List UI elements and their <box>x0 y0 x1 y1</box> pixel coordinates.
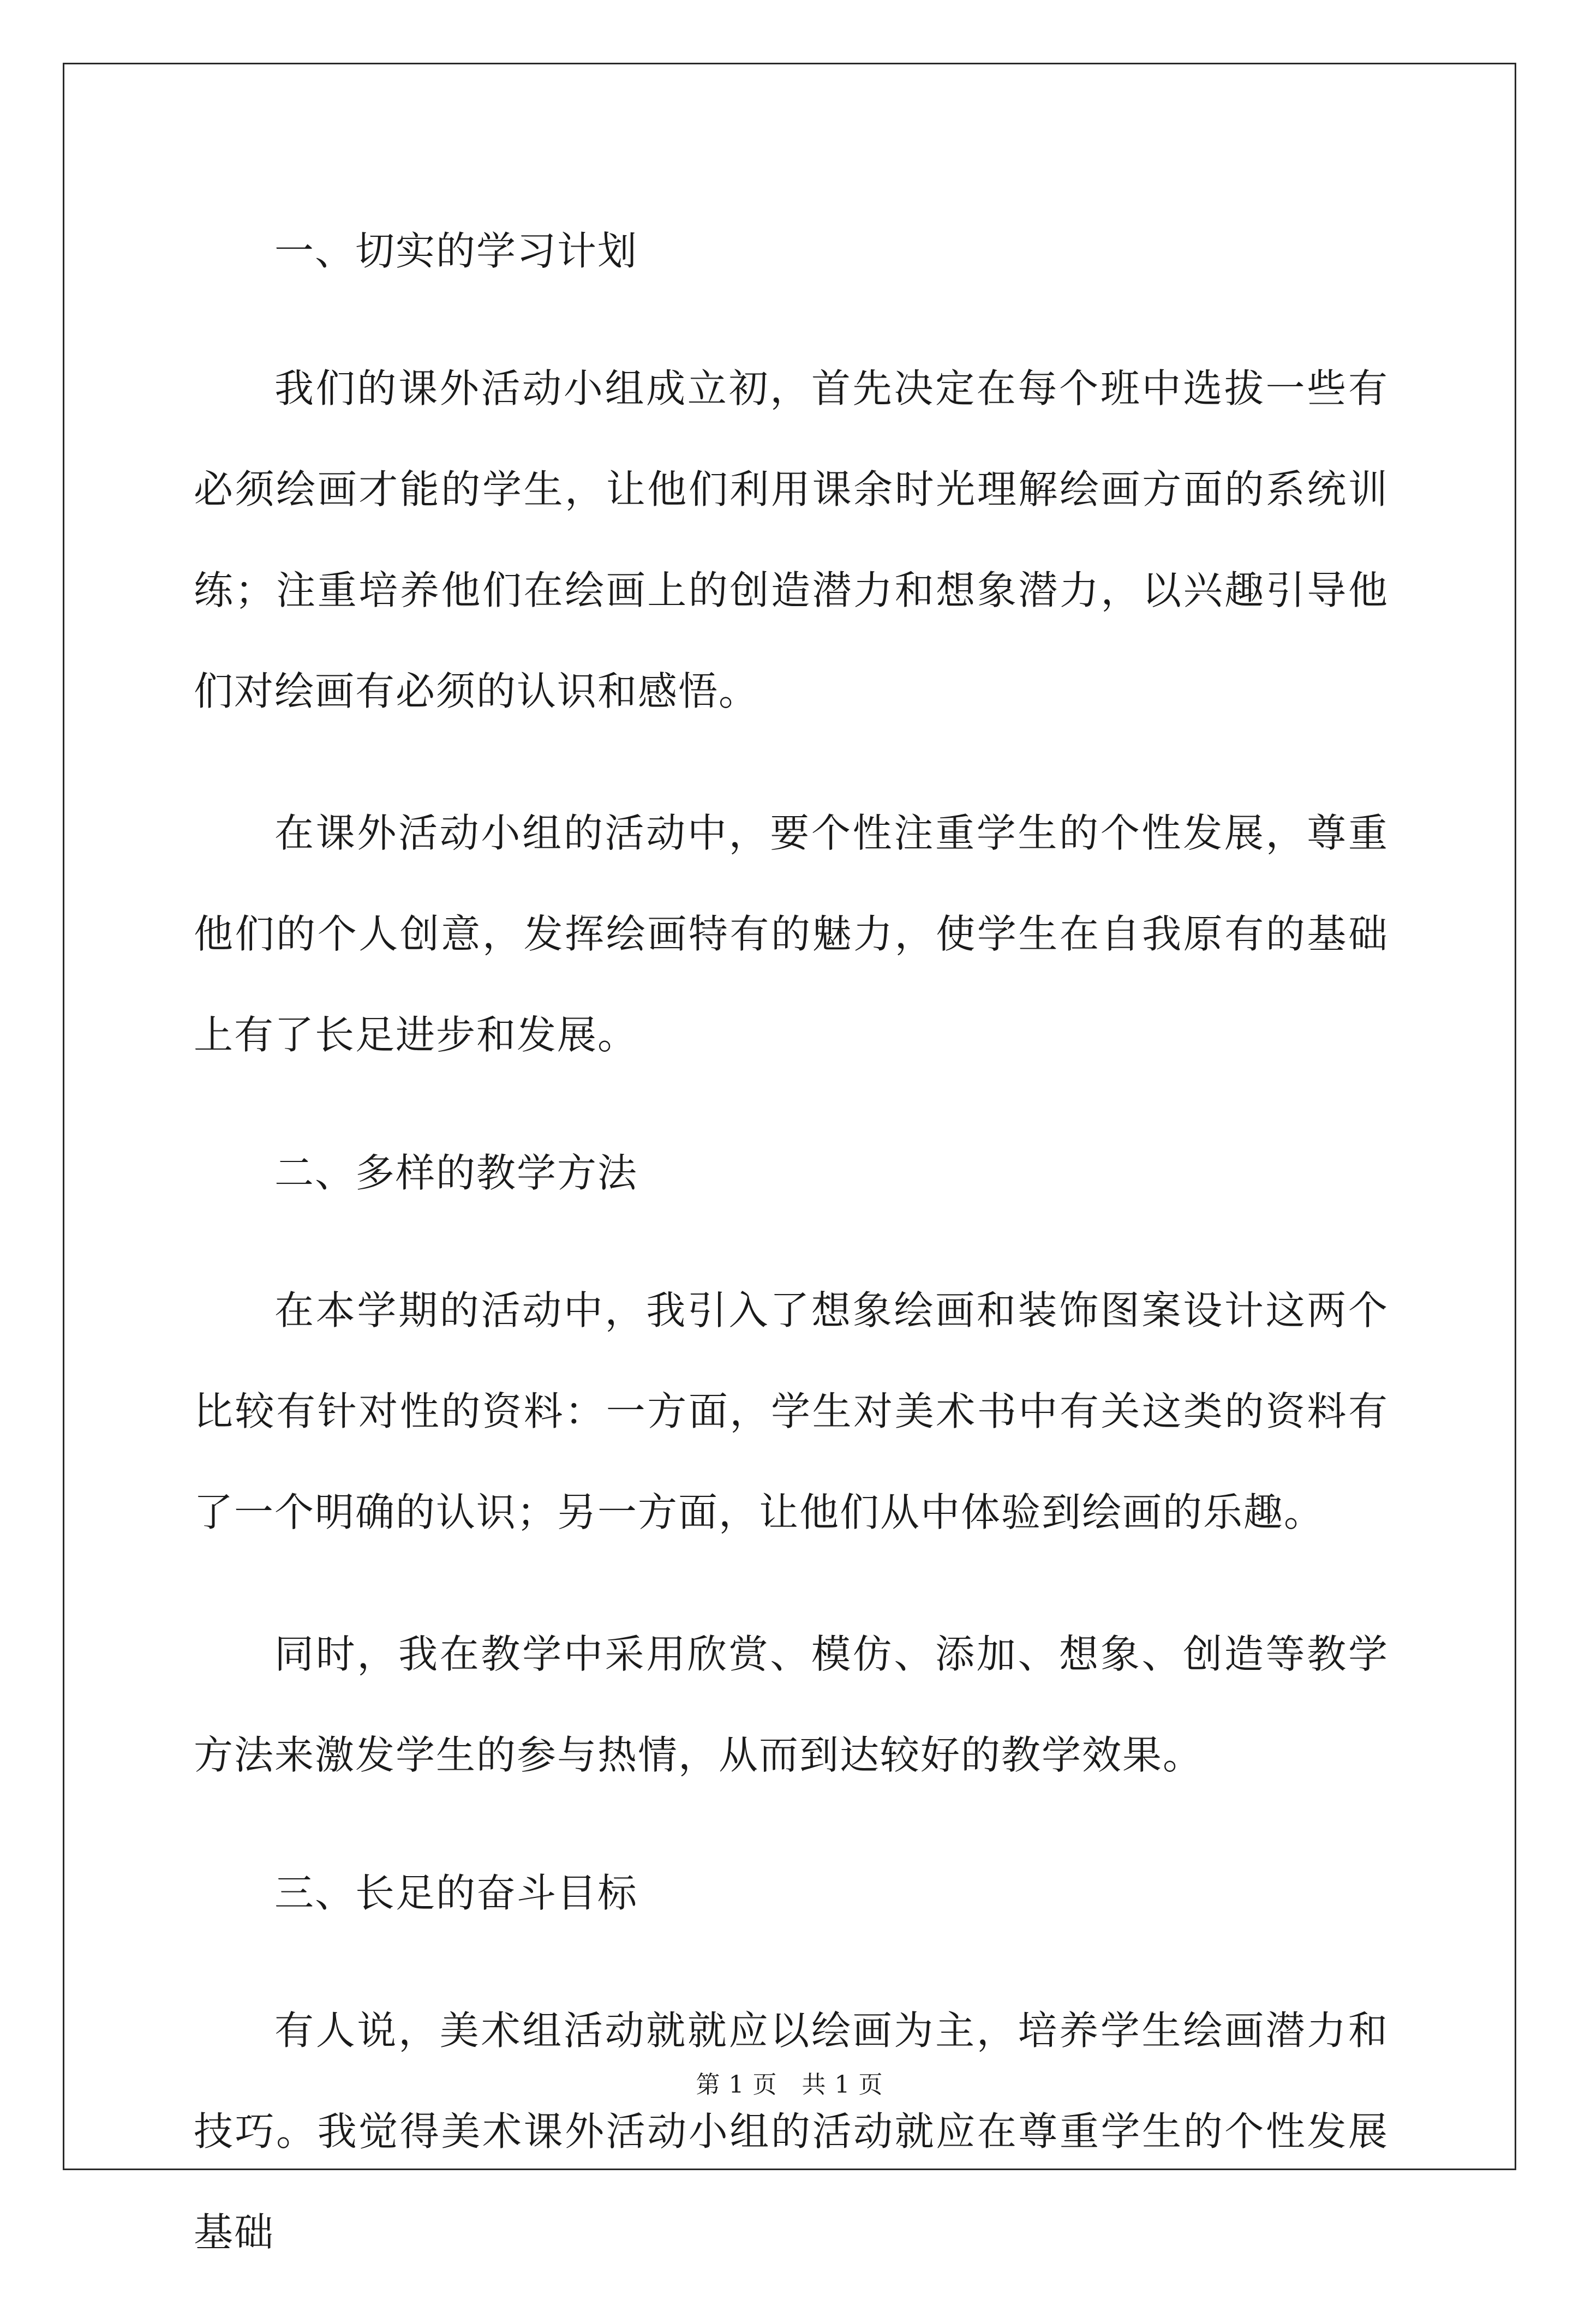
section-heading-1: 一、切实的学习计划 <box>274 228 638 274</box>
section-heading-3: 三、长足的奋斗目标 <box>274 1870 638 1916</box>
paragraph-4: 同时，我在教学中采用欣赏、模仿、添加、想象、创造等教学方法来激发学生的参与热情，从而到达较好的教学效果。 <box>194 1631 1389 1778</box>
section-heading-2: 二、多样的教学方法 <box>274 1150 638 1196</box>
page-footer: 第 1 页 共 1 页 <box>696 2071 883 2099</box>
paragraph-5: 有人说，美术组活动就就应以绘画为主，培养学生绘画潜力和技巧。我觉得美术课外活动小组的活动就应在尊重学生的个性发展基础 <box>194 2008 1389 2255</box>
paragraph-2: 在课外活动小组的活动中，要个性注重学生的个性发展，尊重他们的个人创意，发挥绘画特有的魅力，使学生在自我原有的基础上有了长足进步和发展。 <box>194 810 1389 1058</box>
paragraph-1: 我们的课外活动小组成立初，首先决定在每个班中选拔一些有必须绘画才能的学生，让他们利用课余时光理解绘画方面的系统训练；注重培养他们在绘画上的创造潜力和想象潜力，以兴趣引导他们对绘画有必须的认识和感悟。 <box>194 366 1389 714</box>
paragraph-3: 在本学期的活动中，我引入了想象绘画和装饰图案设计这两个比较有针对性的资料：一方面，学生对美术书中有关这类的资料有了一个明确的认识；另一方面，让他们从中体验到绘画的乐趣。 <box>194 1287 1389 1535</box>
document-body <box>194 205 1389 2324</box>
